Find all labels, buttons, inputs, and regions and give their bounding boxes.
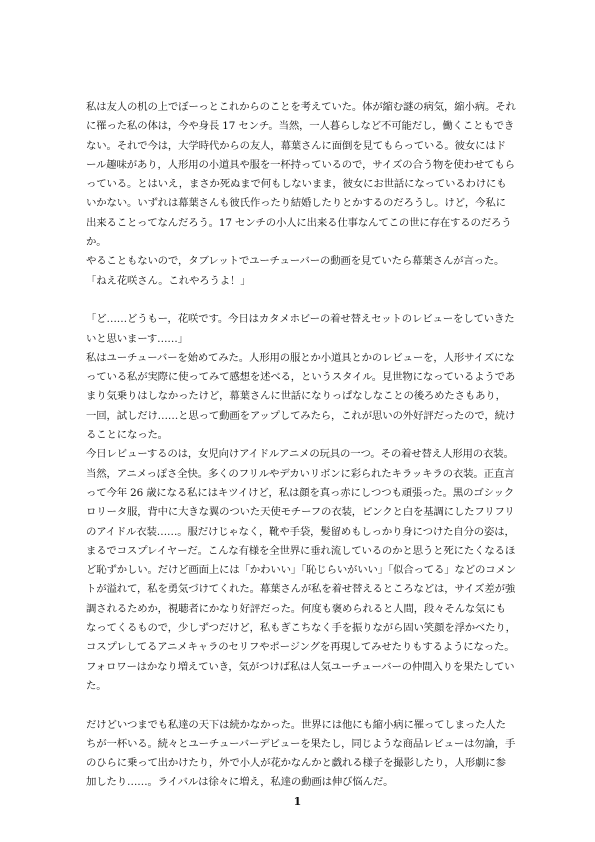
paragraph-youtuber: 私はユーチューバーを始めてみた。人形用の服とか小道具とかのレビューを，人形サイズになっている私が実際に使ってみて感想を述べる，というスタイル。見世物になっているようであまり気乗りはしなかったけど，幕葉さんに世話になりっぱなしなことの後ろめたさもあり，一回，試しだけ……と思って動画をアップしてみたら，これが思いの外好評だったので，続けることになった。 bbox=[86, 351, 516, 442]
paragraph-dialogue-1: 「ねえ花咲さん。これやろうよ！」 bbox=[86, 274, 251, 287]
paragraph-review: 今日レビューするのは，女児向けアイドルアニメの玩具の一つ。その着せ替え人形用の衣装。当然，アニメっぽさ全快。多くのフリルやデカいリボンに彩られたキラッキラの衣装。正直言って今年 26 歳になる私にはキツイけど，私は顔を真っ赤にしつつも頑張った。黒のゴシックロリータ服，背中に大きな翼のついた天使モチーフの衣装，ピンクと白を基調にしたフリフリのアイドル衣装……。服だけじゃなく，靴や手袋，髪留めもしっかり身につけた自分の姿は，まるでコスプレイヤーだ。こんな有様を全世界に垂れ流しているのかと思うと死にたくなるほど恥ずかしい。だけど画面上には「かわいい」「恥じらいがいい」「似合ってる」などのコメントが溢れて，私を勇気づけてくれた。幕葉さんが私を着せ替えるところなどは，サイズ差が強調されるためか，視聴者にかなり好評だった。何度も褒められると人間，段々そんな気にもなってくるもので，少しずつだけど，私もぎこちなく手を振りながら固い笑顔を浮かべたり，コスプレしてるアニメキャラのセリフやポージングを再現してみせたりもするようになった。フォロワーはかなり増えていき，気がつけば私は人気ユーチューバーの仲間入りを果たしていた。 bbox=[86, 448, 516, 692]
page-number: 1 bbox=[293, 795, 302, 808]
body-text bbox=[86, 98, 516, 793]
paragraph-intro: 私は友人の机の上でぼーっとこれからのことを考えていた。体が縮む謎の病気，縮小病。それに罹った私の体は，今や身長 17 センチ。当然，一人暮らしなど不可能だし，働くこともできない。それで今は，大学時代からの友人，幕葉さんに面倒を見てもらっている。彼女にはドール趣味があり，人形用の小道具や服を一杯持っているので，サイズの合う物を使わせてもらっている。とはいえ，まさか死ぬまで何もしないまま，彼女にお世話になっているわけにもいかない。いずれは幕葉さんも彼氏作ったり結婚したりとかするのだろうし。けど，今私に出来ることってなんだろう。17 センチの小人に出来る仕事なんてこの世に存在するのだろうか。 bbox=[86, 101, 516, 249]
paragraph-spacer bbox=[86, 696, 516, 715]
paragraph-tablet: やることもないので，タブレットでユーチューバーの動画を見ていたら幕葉さんが言った。 bbox=[86, 255, 505, 268]
paragraph-dialogue-2: 「ど……どうもー，花咲です。今日はカタメホビーの着せ替えセットのレビューをしていきたいと思いまーす……」 bbox=[86, 313, 515, 345]
paragraph-rivals: だけどいつまでも私達の天下は続かなかった。世界には他にも縮小病に罹ってしまった人たちが一杯いる。続々とユーチューバーデビューを果たし，同じような商品レビューは勿論，手のひらに乗って出かけたり，外で小人が花かなんかと戯れる様子を撮影したり，人形劇に参加したり……。ライバルは徐々に増え，私達の動画は伸び悩んだ。 bbox=[86, 718, 516, 789]
paragraph-spacer bbox=[86, 291, 516, 310]
